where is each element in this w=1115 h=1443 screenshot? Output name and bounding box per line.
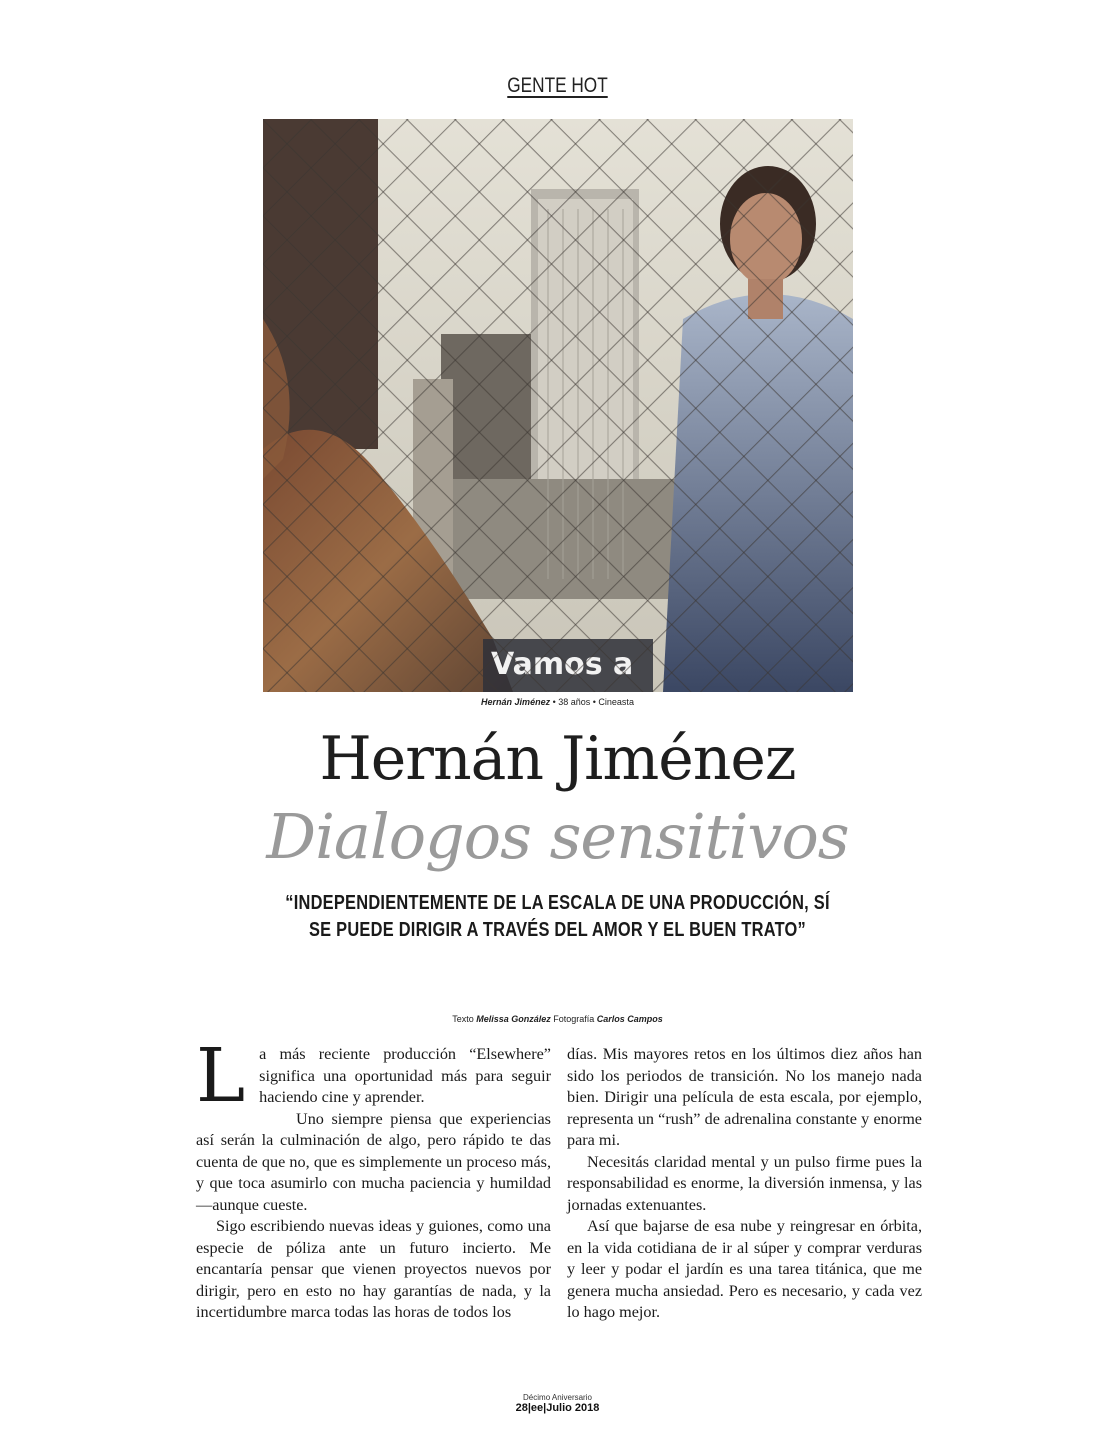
- caption-name: Hernán Jiménez: [481, 697, 551, 707]
- article-paragraph-3: Sigo escribiendo nuevas ideas y guiones, como una especie de póliza ante un futuro incierto. Me encantaría pensar que vienen proyectos nuevos por dirigir, pero en esto no hay garantías de nada, y la incertidumbre marca todas las horas de todos los: [196, 1217, 551, 1321]
- footer-page-info: 28|ee|Julio 2018: [515, 1402, 600, 1414]
- caption-sep-1: •: [550, 697, 559, 707]
- article-credits: [0, 1014, 1115, 1024]
- credits-author: Melissa González: [476, 1014, 551, 1024]
- pull-quote: [0, 890, 1115, 944]
- article-paragraph-2: Uno siempre piensa que experiencias así serán la culminación de algo, pero rápido te das cuenta de que no, que es simplemente un proceso más, y que toca asumirlo con mucha paciencia y humildad —aunque cueste.: [196, 1109, 551, 1214]
- credits-photographer: Carlos Campos: [596, 1014, 663, 1024]
- article-paragraph-6: Así que bajarse de esa nube y reingresar en órbita, en la vida cotidiana de ir al súper y comprar verduras y leer y podar el jardín es una tarea titánica, que me genera mucha ansiedad. Pero es necesario, y cada vez lo hago mejor.: [567, 1217, 922, 1321]
- article-paragraph-5: Necesitás claridad mental y un pulso firme pues la responsabilidad es enorme, la diversión inmensa, y las jornadas extenuantes.: [567, 1152, 922, 1214]
- article-subtitle: Dialogos sensitivos: [266, 800, 849, 873]
- article-column-right: [567, 1044, 922, 1324]
- photo-caption: [0, 697, 1115, 707]
- pull-quote-line-1: “INDEPENDIENTEMENTE DE LA ESCALA DE UNA PRODUCCIÓN, SÍ: [285, 892, 830, 914]
- article-paragraph-1: [196, 1033, 551, 1119]
- pull-quote-line-2: SE PUEDE DIRIGIR A TRAVÉS DEL AMOR Y EL BUEN TRATO”: [308, 919, 807, 941]
- section-label: [100, 74, 1014, 98]
- page-footer: [0, 1393, 1115, 1414]
- drop-cap: L: [196, 1033, 246, 1119]
- section-label-text: GENTE HOT: [507, 74, 608, 97]
- portrait-photo: [263, 119, 853, 692]
- article-paragraph-4: días. Mis mayores retos en los últimos diez años han sido los periodos de transición. No los manejo nada bien. Dirigir una película de esta escala, por ejemplo, representa un “rush” de adrenalina constante y enorme para mi.: [567, 1045, 922, 1149]
- caption-sep-2: •: [590, 697, 599, 707]
- article-column-left: [196, 1033, 551, 1324]
- footer-anniversary: Décimo Aniversario: [523, 1393, 592, 1402]
- paragraph-1-text: a más reciente producción “Elsewhere” significa una oportunidad más para seguir haciendo cine y aprender.: [259, 1045, 551, 1106]
- article-title: Hernán Jiménez: [319, 724, 796, 794]
- credits-photo-label: Fotografía: [550, 1014, 597, 1024]
- credits-text-label: Texto: [452, 1014, 477, 1024]
- caption-age: 38 años: [558, 697, 591, 707]
- caption-role: Cineasta: [598, 697, 634, 707]
